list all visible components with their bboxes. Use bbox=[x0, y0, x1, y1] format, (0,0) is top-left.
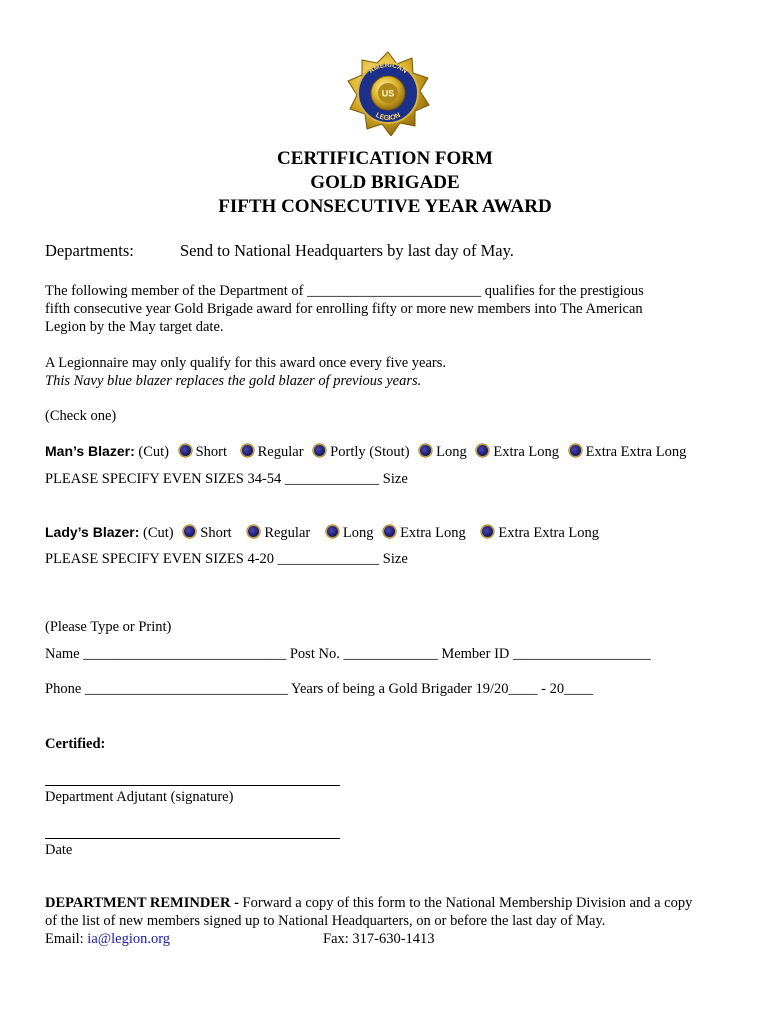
ladys-regular-label: Regular bbox=[264, 525, 311, 541]
name-post-member-row[interactable]: Name ____________________________ Post No. _____________ Member ID ___________________ bbox=[45, 646, 651, 662]
mans-extra-extra-long-radio[interactable] bbox=[569, 444, 582, 457]
form-title: CERTIFICATION FORM bbox=[277, 148, 493, 169]
phone-years-row[interactable]: Phone ____________________________ Years of being a Gold Brigader 19/20____ - 20____ bbox=[45, 681, 594, 697]
email-label: Email: bbox=[45, 931, 88, 947]
ladys-cut-label: (Cut) bbox=[143, 525, 174, 541]
email-link[interactable]: ia@legion.org bbox=[87, 931, 171, 947]
signature-line[interactable] bbox=[45, 785, 340, 786]
ladys-extra-extra-long-label: Extra Extra Long bbox=[498, 525, 600, 541]
mans-regular-label: Regular bbox=[257, 444, 304, 460]
mans-extra-long-label: Extra Long bbox=[493, 444, 560, 460]
mans-short-radio[interactable] bbox=[179, 444, 192, 457]
email-row bbox=[45, 931, 170, 948]
ladys-long-radio[interactable] bbox=[326, 525, 339, 538]
emblem-bottom-text: LEGION bbox=[374, 111, 402, 123]
mans-size-field[interactable]: PLEASE SPECIFY EVEN SIZES 34-54 _____________ Size bbox=[45, 471, 408, 487]
blazer-note: This Navy blue blazer replaces the gold blazer of previous years. bbox=[45, 373, 422, 389]
mans-long-radio[interactable] bbox=[419, 444, 432, 457]
reminder-line-1 bbox=[45, 895, 692, 912]
mans-portly-label: Portly (Stout) bbox=[330, 444, 410, 460]
mans-portly-radio[interactable] bbox=[313, 444, 326, 457]
please-type-label: (Please Type or Print) bbox=[45, 619, 172, 635]
form-award-title: FIFTH CONSECUTIVE YEAR AWARD bbox=[218, 196, 552, 217]
ladys-regular-radio[interactable] bbox=[247, 525, 260, 538]
ladys-size-field[interactable]: PLEASE SPECIFY EVEN SIZES 4-20 ______________ Size bbox=[45, 551, 408, 567]
mans-extra-long-radio[interactable] bbox=[476, 444, 489, 457]
american-legion-emblem bbox=[345, 50, 431, 136]
departments-instruction: Send to National Headquarters by last day of May. bbox=[180, 241, 514, 260]
certified-label: Certified: bbox=[45, 736, 106, 752]
ladys-blazer-row bbox=[45, 524, 599, 542]
form-subtitle: GOLD BRIGADE bbox=[310, 172, 460, 193]
ladys-blazer-label: Lady’s Blazer: bbox=[45, 524, 140, 540]
mans-blazer-label: Man’s Blazer: bbox=[45, 443, 135, 459]
ladys-extra-extra-long-radio[interactable] bbox=[481, 525, 494, 538]
intro-line-1: The following member of the Department of ________________________ qualifies for the prestigious bbox=[45, 283, 644, 299]
date-label: Date bbox=[45, 842, 73, 858]
mans-extra-extra-long-label: Extra Extra Long bbox=[585, 444, 687, 460]
mans-cut-label: (Cut) bbox=[138, 444, 169, 460]
ladys-extra-long-radio[interactable] bbox=[383, 525, 396, 538]
ladys-long-label: Long bbox=[342, 525, 374, 541]
ladys-short-label: Short bbox=[200, 525, 232, 541]
emblem-center-text: US bbox=[381, 88, 395, 99]
mans-regular-radio[interactable] bbox=[241, 444, 254, 457]
qualify-rule: A Legionnaire may only qualify for this award once every five years. bbox=[45, 355, 447, 371]
mans-blazer-row bbox=[45, 443, 686, 461]
departments-label: Departments: bbox=[45, 241, 134, 260]
reminder-line-2: of the list of new members signed up to National Headquarters, on or before the last day of May. bbox=[45, 913, 606, 929]
ladys-extra-long-label: Extra Long bbox=[400, 525, 466, 541]
intro-line-2: fifth consecutive year Gold Brigade award for enrolling fifty or more new members into The American bbox=[45, 301, 643, 317]
adjutant-label: Department Adjutant (signature) bbox=[45, 789, 234, 805]
reminder-text-1: Forward a copy of this form to the National Membership Division and a copy bbox=[238, 895, 693, 911]
mans-long-label: Long bbox=[436, 444, 467, 460]
fax-number: Fax: 317-630-1413 bbox=[323, 931, 435, 947]
mans-short-label: Short bbox=[195, 444, 228, 460]
emblem-top-text: AMERICAN bbox=[367, 61, 409, 76]
reminder-heading: DEPARTMENT REMINDER - bbox=[45, 895, 239, 911]
ladys-short-radio[interactable] bbox=[183, 525, 196, 538]
check-one-label: (Check one) bbox=[45, 408, 117, 424]
intro-line-3: Legion by the May target date. bbox=[45, 319, 224, 335]
date-line[interactable] bbox=[45, 838, 340, 839]
